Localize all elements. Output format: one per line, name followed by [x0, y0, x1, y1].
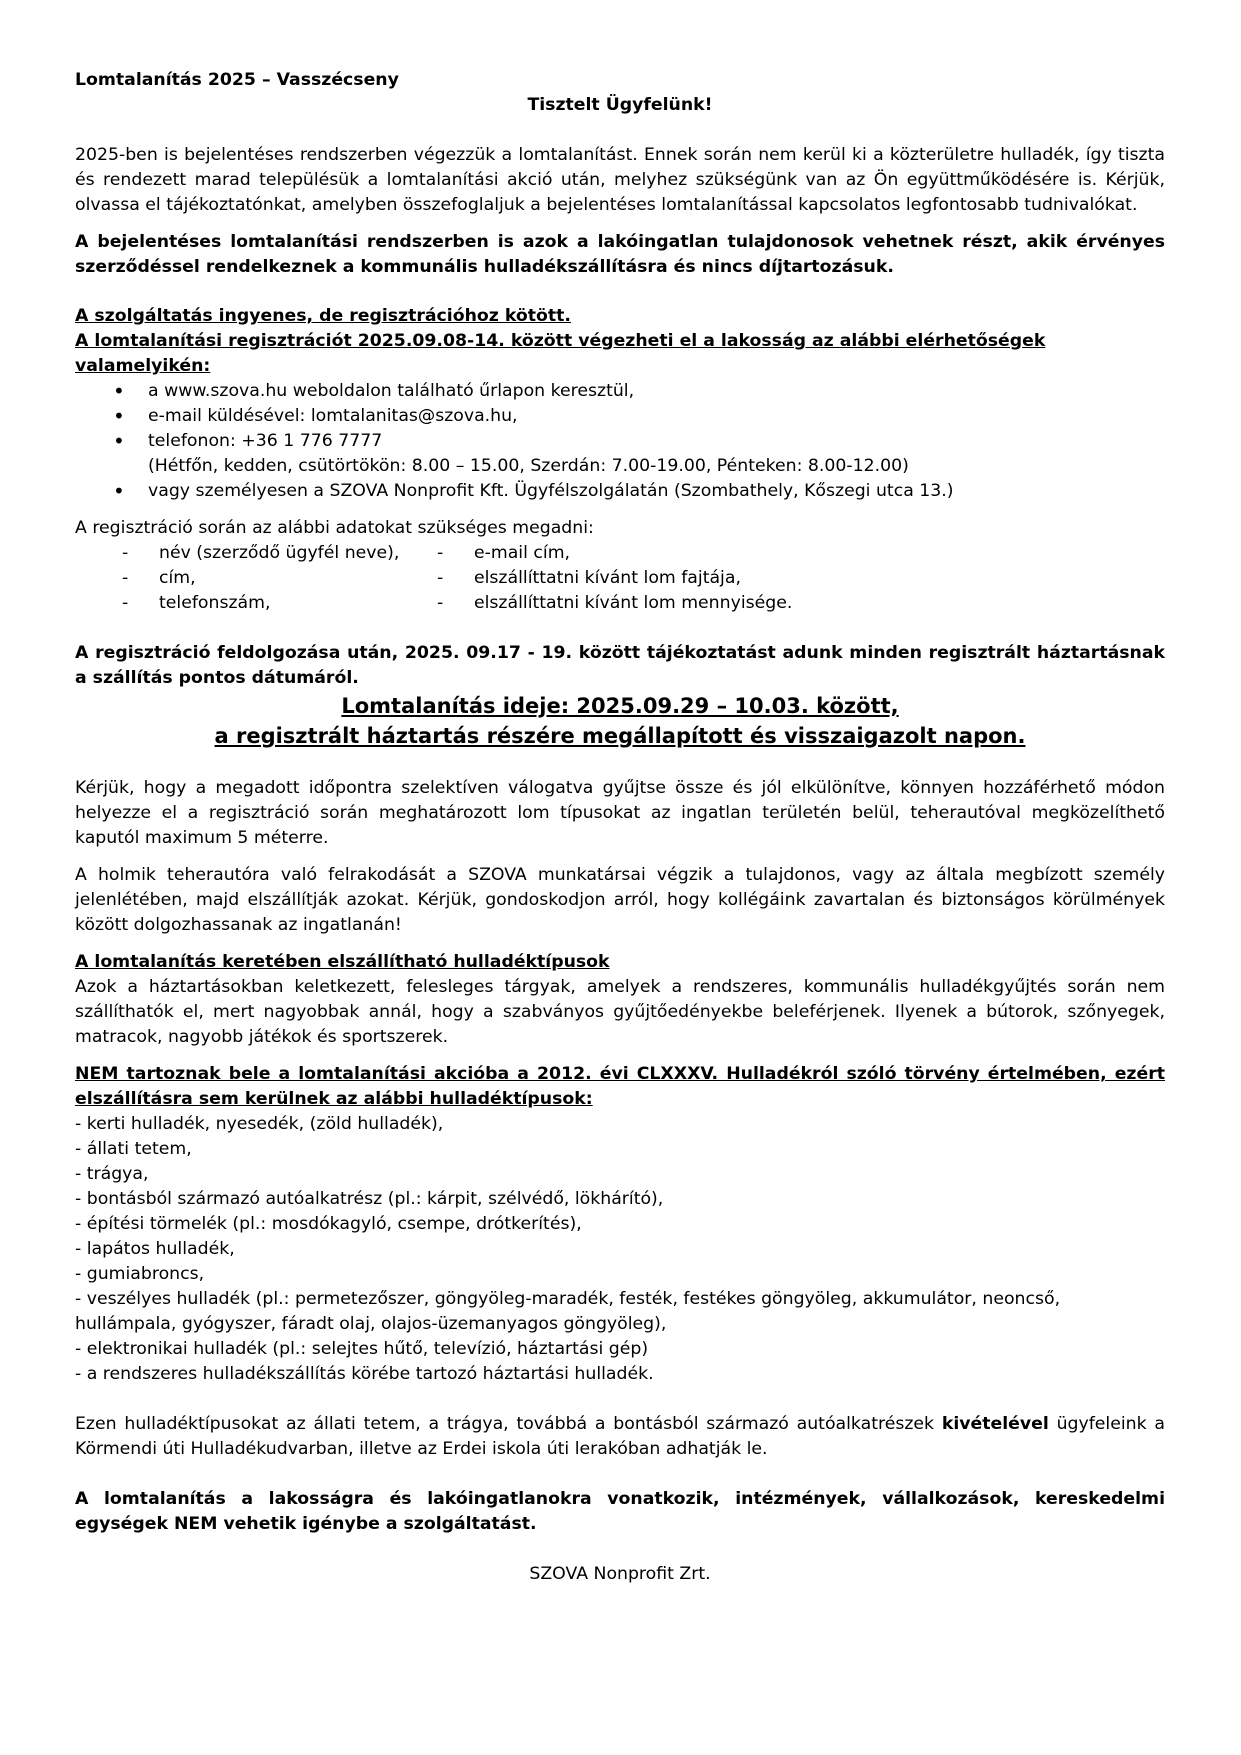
- eligibility-paragraph: A bejelentéses lomtalanítási rendszerben is azok a lakóingatlan tulajdonosok vehetnek részt, akik érvényes szerződéssel rendelkeznek a kommunális hulladékszállításra és nincs díjtartozásuk.: [75, 232, 1165, 277]
- schedule-line-2: a regisztrált háztartás részére megállapított és visszaigazolt napon.: [214, 724, 1026, 748]
- field-email: - e-mail cím,: [437, 541, 837, 566]
- excluded-item: - kerti hulladék, nyesedék, (zöld hulladék),: [75, 1114, 444, 1134]
- registration-period-note: A lomtalanítási regisztrációt 2025.09.08-14. között végezheti el a lakosság az alábbi elérhetőségek valamelyikén:: [75, 331, 1046, 376]
- accepted-text: Azok a háztartásokban keletkezett, felesleges tárgyak, amelyek a rendszeres, kommunális hulladékgyűjtés során nem szállíthatók el, mert nagyobbak annál, hogy a szabványos gyűjtőedényekbe beleférjenek. Ilyenek a bútorok, szőnyegek, matracok, nagyobb játékok és sportszerek.: [75, 977, 1165, 1047]
- field-name: - név (szerződő ügyfél neve),: [122, 541, 437, 566]
- closing-notice: A lomtalanítás a lakosságra és lakóingatlanokra vonatkozik, intézmények, vállalkozások, kereskedelmi egységek NEM vehetik igénybe a szolgáltatást.: [75, 1489, 1165, 1534]
- excluded-item: - építési törmelék (pl.: mosdókagyló, csempe, drótkerítés),: [75, 1214, 582, 1234]
- excluded-item: - elektronikai hulladék (pl.: selejtes hűtő, televízió, háztartási gép): [75, 1339, 649, 1359]
- loading-instructions: A holmik teherautóra való felrakodását a SZOVA munkatársai végzik a tulajdonos, vagy az általa megbízott személy jelenlétében, majd elszállítják azokat. Kérjük, gondoskodjon arról, hogy kollégáink zavartalan és biztonságos körülmények között dolgozhassanak az ingatlanán!: [75, 865, 1165, 935]
- accepted-heading: A lomtalanítás keretében elszállítható hulladéktípusok: [75, 952, 610, 972]
- excluded-item: - a rendszeres hulladékszállítás körébe tartozó háztartási hulladék.: [75, 1364, 654, 1384]
- field-address: - cím,: [122, 566, 437, 591]
- document-title: Lomtalanítás 2025 – Vasszécseny: [75, 70, 399, 90]
- dropoff-text-end: ügyfeleink a Körmendi úti Hulladékudvarban, illetve az Erdei iskola úti lerakóban adhatják le.: [75, 1414, 1166, 1459]
- schedule-line-1: Lomtalanítás ideje: 2025.09.29 – 10.03. között,: [341, 694, 899, 718]
- channel-email: • e-mail küldésével: lomtalanitas@szova.hu,: [113, 404, 1165, 429]
- phone-number: telefonon: +36 1 776 7777: [148, 431, 383, 451]
- excluded-item: - veszélyes hulladék (pl.: permetezőszer, göngyöleg-maradék, festék, festékes göngyöleg, akkumulátor, neoncső, hullámpala, gyógyszer, fáradt olaj, olajos-üzemanyagos göngyöleg),: [75, 1289, 1061, 1334]
- salutation: Tisztelt Ügyfelünk!: [527, 95, 713, 115]
- excluded-item: - állati tetem,: [75, 1139, 192, 1159]
- channel-phone: [113, 429, 1165, 479]
- placement-instructions: Kérjük, hogy a megadott időpontra szelektíven válogatva gyűjtse össze és jól elkülönítve, könnyen hozzáférhető módon helyezze el a regisztráció során meghatározott lom típusokat az ingatlan területén belül, teherautóval megközelíthető kaputól maximum 5 méterre.: [75, 778, 1165, 848]
- field-waste-quantity: - elszállíttatni kívánt lom mennyisége.: [437, 591, 837, 616]
- fields-intro: A regisztráció során az alábbi adatokat szükséges megadni:: [75, 518, 594, 538]
- field-waste-type: - elszállíttatni kívánt lom fajtája,: [437, 566, 837, 591]
- excluded-item: - bontásból származó autóalkatrész (pl.: kárpit, szélvédő, lökhárító),: [75, 1189, 664, 1209]
- channel-in-person: • vagy személyesen a SZOVA Nonprofit Kft. Ügyfélszolgálatán (Szombathely, Kőszegi utca 13.): [113, 479, 1165, 504]
- after-processing-note: A regisztráció feldolgozása után, 2025. 09.17 - 19. között tájékoztatást adunk minden regisztrált háztartásnak a szállítás pontos dátumáról.: [75, 643, 1165, 688]
- signature: SZOVA Nonprofit Zrt.: [529, 1564, 711, 1584]
- excluded-item: - trágya,: [75, 1164, 149, 1184]
- free-service-note: A szolgáltatás ingyenes, de regisztrációhoz kötött.: [75, 306, 571, 326]
- dropoff-exception: kivételével: [941, 1414, 1049, 1434]
- dropoff-paragraph: [75, 1412, 1165, 1462]
- phone-hours: (Hétfőn, kedden, csütörtökön: 8.00 – 15.00, Szerdán: 7.00-19.00, Pénteken: 8.00-12.00): [148, 456, 909, 476]
- excluded-heading: NEM tartoznak bele a lomtalanítási akcióba a 2012. évi CLXXXV. Hulladékról szóló törvény értelmében, ezért elszállításra sem kerülnek az alábbi hulladéktípusok:: [75, 1064, 1165, 1109]
- required-fields: [75, 541, 1165, 616]
- excluded-item: - gumiabroncs,: [75, 1264, 205, 1284]
- document-page: [75, 68, 1165, 1587]
- intro-paragraph: 2025-ben is bejelentéses rendszerben végezzük a lomtalanítást. Ennek során nem kerül ki a közterületre hulladék, így tiszta és rendezett marad településük a lomtalanítási akció után, melyhez szükségünk van az Ön együttműködésére is. Kérjük, olvassa el tájékoztatónkat, amelyben összefoglaljuk a bejelentéses lomtalanítással kapcsolatos legfontosabb tudnivalókat.: [75, 145, 1165, 215]
- excluded-item: - lapátos hulladék,: [75, 1239, 235, 1259]
- dropoff-text-start: Ezen hulladéktípusokat az állati tetem, a trágya, továbbá a bontásból származó autóalkatrészek: [75, 1414, 942, 1434]
- registration-channels: [75, 379, 1165, 504]
- field-phone: - telefonszám,: [122, 591, 437, 616]
- channel-website: • a www.szova.hu weboldalon található űrlapon keresztül,: [113, 379, 1165, 404]
